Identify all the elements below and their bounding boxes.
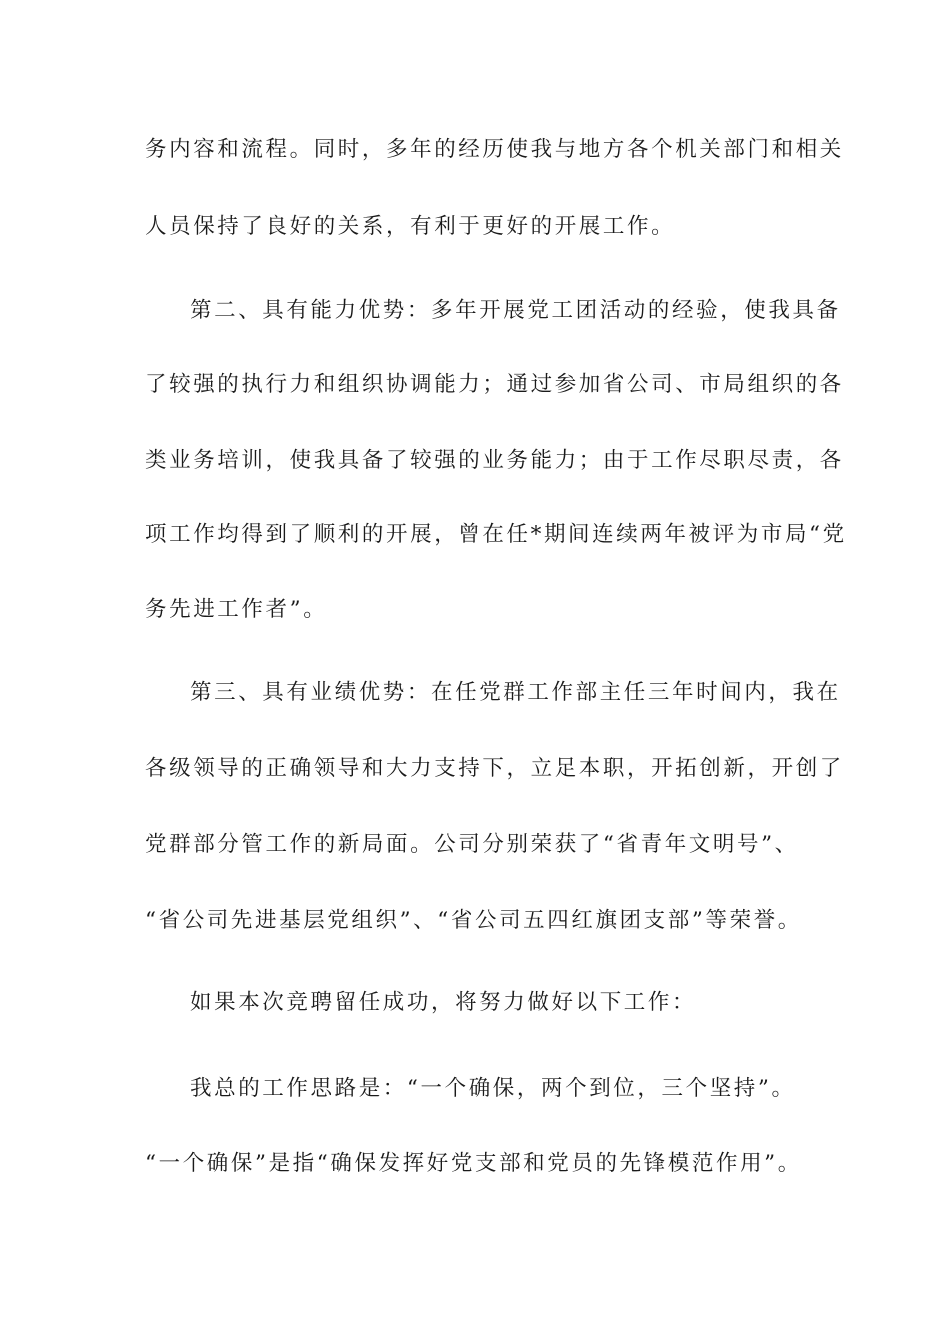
paragraph-2-first-line: 第二、具有能力优势：多年开展党工团活动的经验，使我具备 (190, 298, 841, 323)
text-line-5: 类业务培训，使我具备了较强的业务能力；由于工作尽职尽责，各 (145, 448, 844, 473)
text-line-4: 了较强的执行力和组织协调能力；通过参加省公司、市局组织的各 (145, 372, 844, 397)
text-line-7: 务先进工作者”。 (145, 597, 328, 622)
paragraph-4-line: 如果本次竞聘留任成功，将努力做好以下工作： (190, 990, 697, 1015)
text-line-2: 人员保持了良好的关系，有利于更好的开展工作。 (145, 214, 676, 239)
text-line-10: 党群部分管工作的新局面。公司分别荣获了“省青年文明号”、 (145, 832, 799, 857)
paragraph-5-first-line: 我总的工作思路是：“一个确保，两个到位，三个坚持”。 (190, 1076, 796, 1101)
text-line-11: “省公司先进基层党组织”、“省公司五四红旗团支部”等荣誉。 (145, 908, 802, 933)
text-line-1: 务内容和流程。同时，多年的经历使我与地方各个机关部门和相关 (145, 137, 844, 162)
text-line-6: 项工作均得到了顺利的开展，曾在任*期间连续两年被评为市局“党 (145, 522, 847, 547)
text-line-14: “一个确保”是指“确保发挥好党支部和党员的先锋模范作用”。 (145, 1151, 802, 1176)
paragraph-3-first-line: 第三、具有业绩优势：在任党群工作部主任三年时间内，我在 (190, 680, 841, 705)
text-line-9: 各级领导的正确领导和大力支持下，立足本职，开拓创新，开创了 (145, 756, 844, 781)
